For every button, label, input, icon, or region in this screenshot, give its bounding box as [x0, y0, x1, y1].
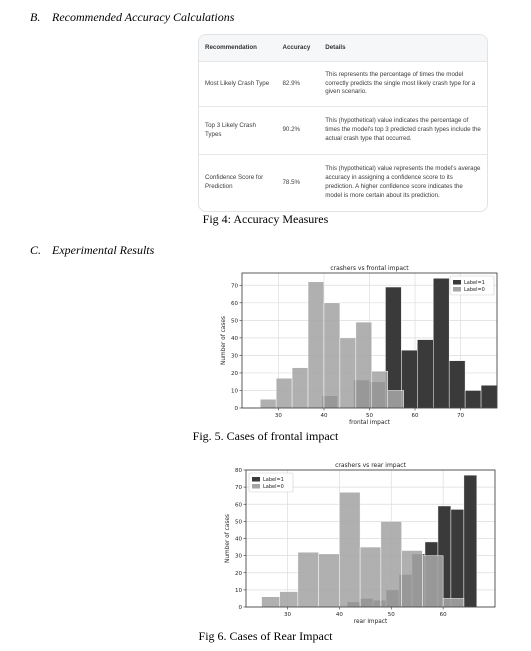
histogram-bar	[340, 338, 356, 408]
chart-title: crashers vs frontal impact	[330, 265, 409, 272]
rear-impact-chart	[216, 458, 500, 628]
table-header-accuracy: Accuracy	[282, 43, 311, 51]
y-tick-label: 0	[238, 605, 242, 611]
histogram-bar	[443, 598, 464, 607]
histogram-bar	[280, 592, 298, 607]
chart-title: crashers vs rear impact	[335, 462, 406, 469]
y-tick-label: 30	[235, 553, 242, 560]
histogram-bar	[360, 547, 381, 607]
y-tick-label: 40	[235, 536, 242, 543]
table-cell-recommendation: Top 3 Likely Crash Types	[205, 121, 256, 138]
table-cell-recommendation: Confidence Score for Prediction	[205, 174, 264, 190]
section-title: Recommended Accuracy Calculations	[52, 10, 235, 24]
legend-label: Label=0	[263, 484, 284, 491]
legend-label: Label=1	[263, 477, 284, 484]
x-tick-label: 70	[457, 413, 465, 419]
section-heading-c	[30, 243, 154, 258]
table-row	[199, 155, 487, 211]
y-tick-label: 70	[235, 485, 242, 492]
x-tick-label: 30	[274, 413, 282, 419]
histogram-bar	[481, 385, 497, 408]
histogram-bar	[422, 556, 443, 607]
y-tick-label: 60	[231, 300, 238, 307]
legend-swatch	[252, 484, 260, 489]
histogram-bar	[372, 371, 388, 408]
y-tick-label: 0	[234, 406, 238, 412]
histogram-bar	[417, 340, 433, 408]
y-tick-label: 50	[231, 318, 238, 325]
y-tick-label: 40	[231, 335, 238, 342]
table-cell-accuracy: 82.9%	[282, 79, 301, 87]
x-tick-label: 50	[366, 413, 373, 419]
x-tick-label: 40	[335, 612, 343, 618]
table-cell-details: This (hypothetical) value represents the model's average accuracy in assigning a confidence score to its prediction. A higher confidence score indicates the model is more certain about its prediction.	[325, 165, 481, 199]
histogram-bar	[451, 509, 464, 607]
frontal-impact-histogram	[212, 262, 502, 428]
table-cell-accuracy: 90.2%	[282, 126, 301, 133]
accuracy-table	[198, 34, 488, 212]
y-tick-label: 20	[231, 370, 238, 377]
y-tick-label: 80	[235, 468, 242, 474]
y-tick-label: 70	[231, 283, 238, 290]
table-header-details: Details	[325, 43, 346, 51]
histogram-bar	[292, 368, 308, 408]
x-axis-label: rear impact	[353, 619, 388, 625]
y-tick-label: 20	[235, 570, 242, 577]
y-tick-label: 10	[231, 388, 238, 395]
y-axis-label: Number of cases	[221, 316, 227, 365]
histogram-bar	[276, 378, 292, 408]
table-row	[199, 107, 487, 155]
histogram-bar	[402, 550, 423, 607]
y-tick-label: 10	[235, 587, 242, 594]
y-tick-label: 30	[231, 353, 238, 360]
table-cell-recommendation: Most Likely Crash Type	[205, 79, 270, 87]
histogram-bar	[260, 399, 276, 408]
figure-caption-fig5: Fig. 5. Cases of frontal impact	[192, 429, 339, 443]
legend-swatch	[453, 287, 461, 292]
legend-swatch	[453, 280, 461, 285]
y-tick-label: 60	[235, 502, 242, 509]
histogram-bar	[449, 361, 465, 408]
y-tick-label: 50	[235, 519, 242, 526]
histogram-bar	[388, 390, 404, 408]
section-number: B.	[30, 10, 41, 24]
legend-label: Label=0	[464, 287, 485, 294]
histogram-bar	[324, 303, 340, 408]
x-axis-label: frontal impact	[349, 420, 390, 426]
table-row	[199, 62, 487, 107]
histogram-bar	[381, 521, 402, 607]
table-header-recommendation: Recommendation	[205, 43, 257, 51]
histogram-bar	[465, 390, 481, 408]
table-header-row	[199, 35, 487, 62]
figure-caption-fig6: Fig 6. Cases of Rear Impact	[198, 629, 333, 643]
figure-caption-fig4: Fig 4: Accuracy Measures	[202, 212, 329, 226]
section-heading-b	[30, 10, 234, 25]
x-tick-label: 50	[387, 612, 395, 618]
frontal-impact-chart	[212, 262, 502, 428]
y-axis-label: Number of cases	[225, 514, 231, 563]
histogram-bar	[319, 554, 340, 607]
section-number: C.	[30, 243, 42, 257]
table-cell-details: This represents the percentage of times the model correctly predicts the single most likely crash type for a given scenario.	[325, 70, 476, 96]
x-tick-label: 60	[411, 413, 419, 419]
histogram-bar	[464, 475, 477, 607]
table-cell-accuracy: 78.5%	[282, 178, 301, 186]
histogram-bar	[298, 552, 319, 607]
x-tick-label: 30	[284, 612, 291, 618]
rear-impact-histogram	[216, 458, 500, 628]
x-tick-label: 40	[320, 413, 328, 419]
table-cell-details: This (hypothetical) value indicates the percentage of times the model's top 3 predicted crash types include the actual crash type that occurred.	[325, 117, 481, 142]
legend-swatch	[252, 477, 260, 482]
section-title: Experimental Results	[52, 243, 155, 257]
histogram-bar	[433, 278, 449, 408]
legend-label: Label=1	[464, 280, 485, 287]
x-tick-label: 60	[439, 612, 447, 618]
histogram-bar	[356, 322, 372, 408]
histogram-bar	[308, 282, 324, 408]
histogram-bar	[262, 597, 280, 607]
histogram-bar	[339, 492, 360, 607]
